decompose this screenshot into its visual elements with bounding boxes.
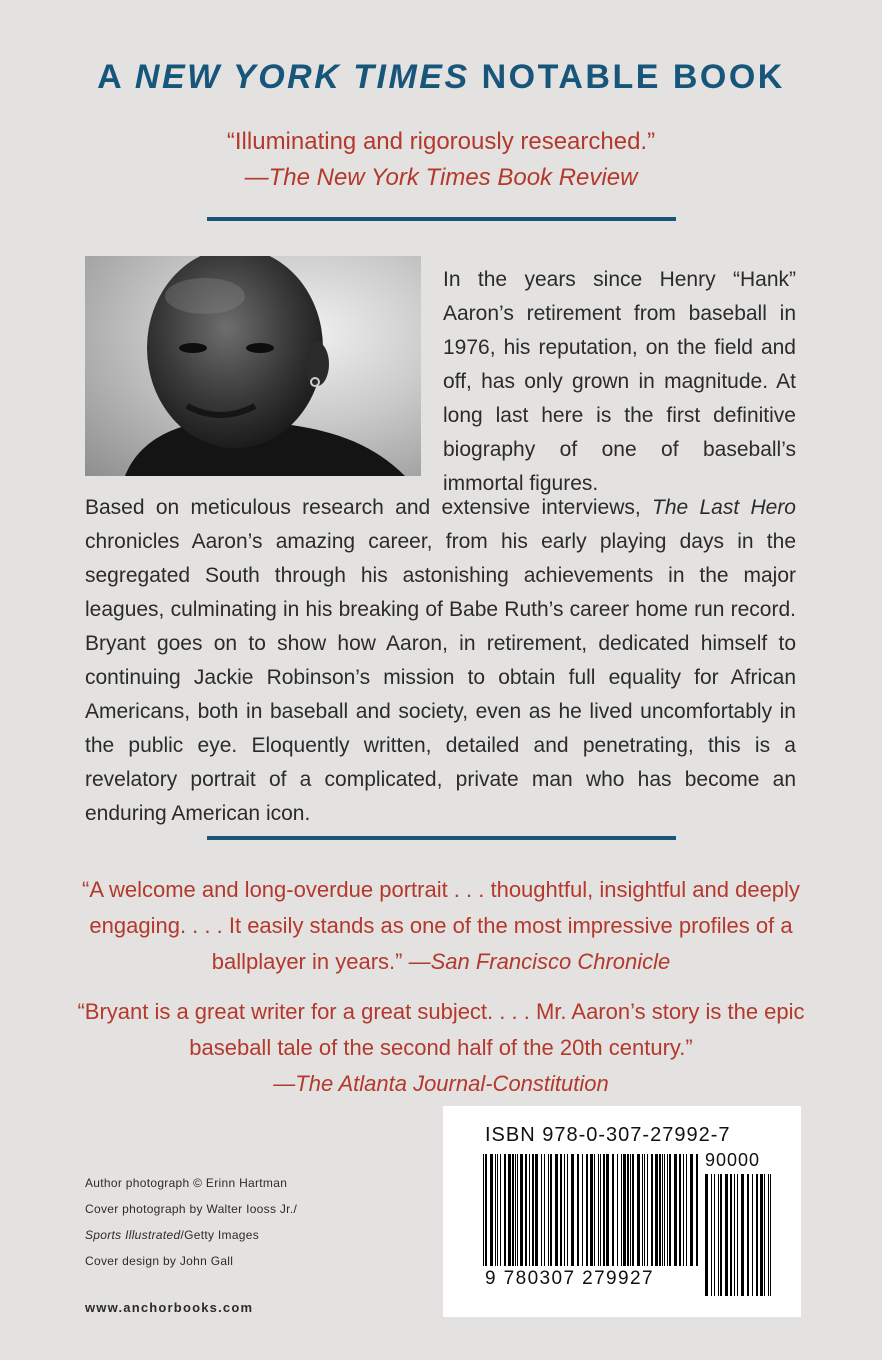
barcode-bar [508, 1154, 511, 1266]
barcode-bar [647, 1154, 648, 1266]
barcode-bar [669, 1154, 671, 1266]
barcode-bar [617, 1154, 618, 1266]
barcode-bar [544, 1154, 545, 1266]
barcode-bar [632, 1154, 634, 1266]
barcode-bar [512, 1154, 514, 1266]
barcode-bar [532, 1154, 534, 1266]
barcode-bar [582, 1154, 583, 1266]
barcode-bar [747, 1174, 749, 1296]
barcode-bar [764, 1174, 765, 1296]
barcode-bar [586, 1154, 588, 1266]
barcode-bar [564, 1154, 565, 1266]
barcode-bar [651, 1154, 653, 1266]
barcode-bar [612, 1154, 614, 1266]
author-photo [85, 256, 421, 476]
barcode-bar [679, 1154, 681, 1266]
notable-book-heading: A NEW YORK TIMES NOTABLE BOOK [97, 58, 785, 96]
credit-cover-design: Cover design by John Gall [85, 1254, 234, 1268]
book-title: The Last Hero [652, 496, 796, 519]
review-2-source: —The Atlanta Journal-Constitution [273, 1071, 609, 1096]
barcode-bar [718, 1174, 719, 1296]
barcode-bar [490, 1154, 493, 1266]
isbn-label: ISBN 978-0-307-27992-7 [485, 1124, 731, 1146]
ean-digits: 9 780307 279927 [485, 1268, 654, 1289]
barcode-bar [696, 1154, 698, 1266]
barcode-bar [667, 1154, 668, 1266]
barcode-bar [550, 1154, 552, 1266]
barcode-bar [555, 1154, 558, 1266]
barcode-bar [541, 1154, 542, 1266]
credit-cover-photo: Cover photograph by Walter Iooss Jr./ [85, 1202, 298, 1216]
barcode-bar [567, 1154, 568, 1266]
publisher-website[interactable]: www.anchorbooks.com [85, 1300, 254, 1315]
barcode-bar [664, 1154, 665, 1266]
barcode-bar [497, 1154, 498, 1266]
barcode-bar [683, 1154, 684, 1266]
barcode-bar [483, 1154, 484, 1266]
divider-bottom [207, 836, 676, 840]
barcode-bar [741, 1174, 744, 1296]
review-1-quote: “A welcome and long-overdue portrait . . . thoughtful, insightful and deeply engaging. . . . It easily stands as one of the most impressive profiles of a ballplayer in years.” [82, 877, 800, 974]
barcode-bar [630, 1154, 631, 1266]
barcode-bar [485, 1154, 487, 1266]
barcode-bar [560, 1154, 562, 1266]
top-review-source: —The New York Times Book Review [244, 164, 638, 191]
barcode-bar [734, 1174, 735, 1296]
top-review-quote: “Illuminating and rigorously researched.” [226, 128, 656, 155]
barcode-bar [571, 1154, 574, 1266]
barcode-bar [600, 1154, 601, 1266]
credits [85, 1170, 297, 1274]
description-para-1: In the years since Henry “Hank” Aaron’s retirement from baseball in 1976, his reputation, on the field and off, has only grown in magnitude. At long last here is the first definitive biography of one of baseball’s immortal figures. [443, 268, 796, 495]
barcode-bar [686, 1154, 687, 1266]
top-review [0, 124, 882, 196]
barcode-bar [577, 1154, 579, 1266]
barcode-bar [529, 1154, 530, 1266]
author-photo-illustration [85, 256, 421, 476]
review-1 [60, 872, 822, 980]
review-2 [60, 994, 822, 1102]
barcode-bar [548, 1154, 549, 1266]
barcode-bar [714, 1174, 715, 1296]
price-code: 90000 [705, 1150, 761, 1170]
barcode-bar [637, 1154, 640, 1266]
barcode-bar [730, 1174, 732, 1296]
barcode-bar [756, 1174, 758, 1296]
barcode-bar [737, 1174, 738, 1296]
barcode-bar [594, 1154, 595, 1266]
barcode-bar [500, 1154, 501, 1266]
barcode-bar [770, 1174, 771, 1296]
credit-cover-photo-source: Sports Illustrated/Getty Images [85, 1228, 260, 1242]
barcode-bar [495, 1154, 496, 1266]
barcode-bar [606, 1154, 609, 1266]
barcode-bar [621, 1154, 622, 1266]
barcode-bar [725, 1174, 728, 1296]
barcode-bar [711, 1174, 712, 1296]
barcode-bar [590, 1154, 593, 1266]
barcode-bar [517, 1154, 518, 1266]
barcode-bar [623, 1154, 626, 1266]
description-para-2: Based on meticulous research and extensive interviews, The Last Hero chronicles Aaron’s amazing career, from his early playing days in the segregated South through his astonishing achievements in the major leagues, culminating in his breaking of Babe Ruth’s career home run record. Bryant goes on to show how Aaron, in retirement, dedicated himself to continuing Jackie Robinson’s mission to obtain full equality for African Americans, both in baseball and society, even as he lived uncomfortably in the public eye. Eloquently written, detailed and penetrating, this is a revelatory portrait of a complicated, private man who has become an enduring American icon. [85, 496, 796, 825]
barcode-bar [598, 1154, 599, 1266]
barcode-bar [504, 1154, 506, 1266]
barcode-bar [644, 1154, 645, 1266]
nyt-italic: NEW YORK TIMES [134, 58, 470, 96]
divider-top [207, 217, 676, 221]
barcode-bar [525, 1154, 527, 1266]
barcode-bar [642, 1154, 643, 1266]
barcode-bar [768, 1174, 769, 1296]
barcode-bar [705, 1174, 708, 1296]
barcode-bar [720, 1174, 722, 1296]
barcode-bar [760, 1174, 763, 1296]
barcode-bar [674, 1154, 677, 1266]
barcode-bar [627, 1154, 629, 1266]
barcode-bar [659, 1154, 661, 1266]
barcode-bar [662, 1154, 663, 1266]
review-1-source: —San Francisco Chronicle [408, 949, 671, 974]
credit-author-photo: Author photograph © Erinn Hartman [85, 1176, 288, 1190]
barcode-bar [520, 1154, 523, 1266]
barcode-bar [690, 1154, 693, 1266]
barcode-bar [515, 1154, 516, 1266]
barcode-panel [443, 1106, 801, 1317]
barcode-bar [655, 1154, 658, 1266]
barcode-bar [752, 1174, 753, 1296]
barcode-bar [603, 1154, 605, 1266]
barcode-bar [535, 1154, 538, 1266]
review-2-quote: “Bryant is a great writer for a great subject. . . . Mr. Aaron’s story is the epic baseball tale of the second half of the 20th century.” [77, 999, 805, 1060]
